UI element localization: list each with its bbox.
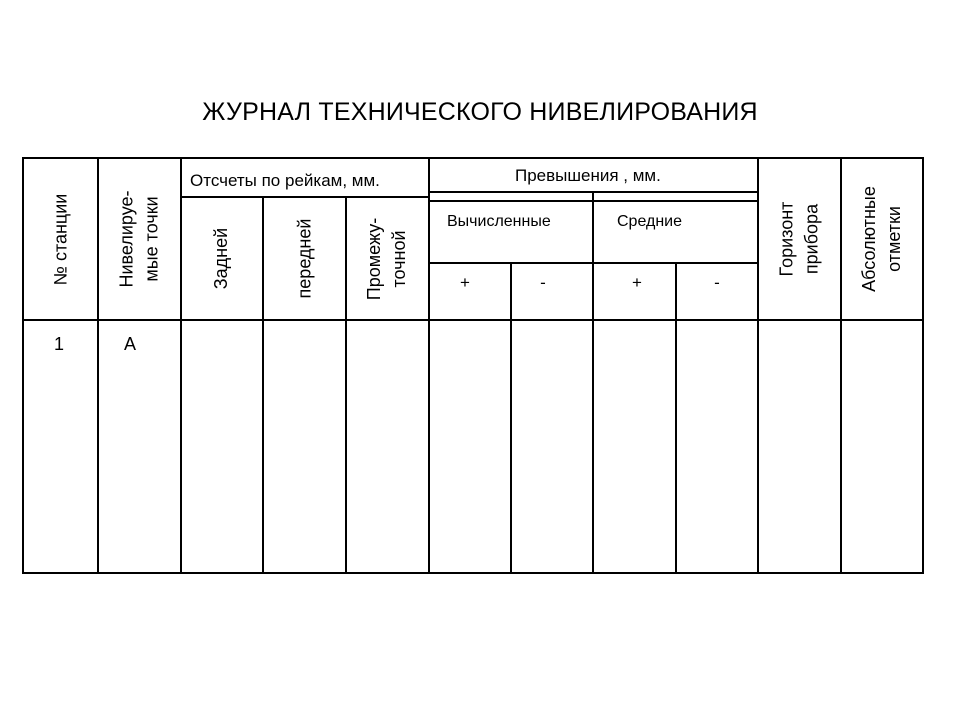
header-computed-minus: - bbox=[540, 273, 546, 292]
cell-point-name: А bbox=[124, 334, 137, 354]
table-bottom-border bbox=[22, 572, 924, 574]
header-absolute-marks: Абсолютные отметки bbox=[859, 186, 905, 292]
header-computed-plus: + bbox=[460, 273, 470, 292]
header-average-minus: - bbox=[714, 273, 720, 292]
cell-station-number: 1 bbox=[54, 334, 65, 354]
page-title: ЖУРНАЛ ТЕХНИЧЕСКОГО НИВЕЛИРОВАНИЯ bbox=[202, 98, 758, 126]
header-levelled-points: Нивелируе- мые точки bbox=[116, 190, 162, 288]
header-back-reading: Задней bbox=[211, 227, 232, 290]
table-right-border bbox=[922, 157, 924, 574]
header-elevations: Превышения , мм. bbox=[515, 166, 661, 185]
column-divider-elevations bbox=[428, 157, 430, 574]
header-computed: Вычисленные bbox=[447, 213, 551, 230]
header-rod-readings: Отсчеты по рейкам, мм. bbox=[190, 171, 380, 190]
header-bottom-line bbox=[22, 319, 924, 321]
header-instrument-horizon: Горизонт прибора bbox=[776, 201, 822, 277]
header-station-no: № станции bbox=[50, 193, 71, 285]
column-divider-average bbox=[592, 191, 594, 574]
header-intermediate-reading: Промежу- точной bbox=[364, 217, 410, 300]
header-average-plus: + bbox=[632, 273, 642, 292]
header-average: Средние bbox=[617, 213, 683, 230]
column-divider-computed-minus bbox=[510, 262, 512, 574]
header-front-reading: передней bbox=[294, 218, 314, 299]
column-divider-average-minus bbox=[675, 262, 677, 574]
